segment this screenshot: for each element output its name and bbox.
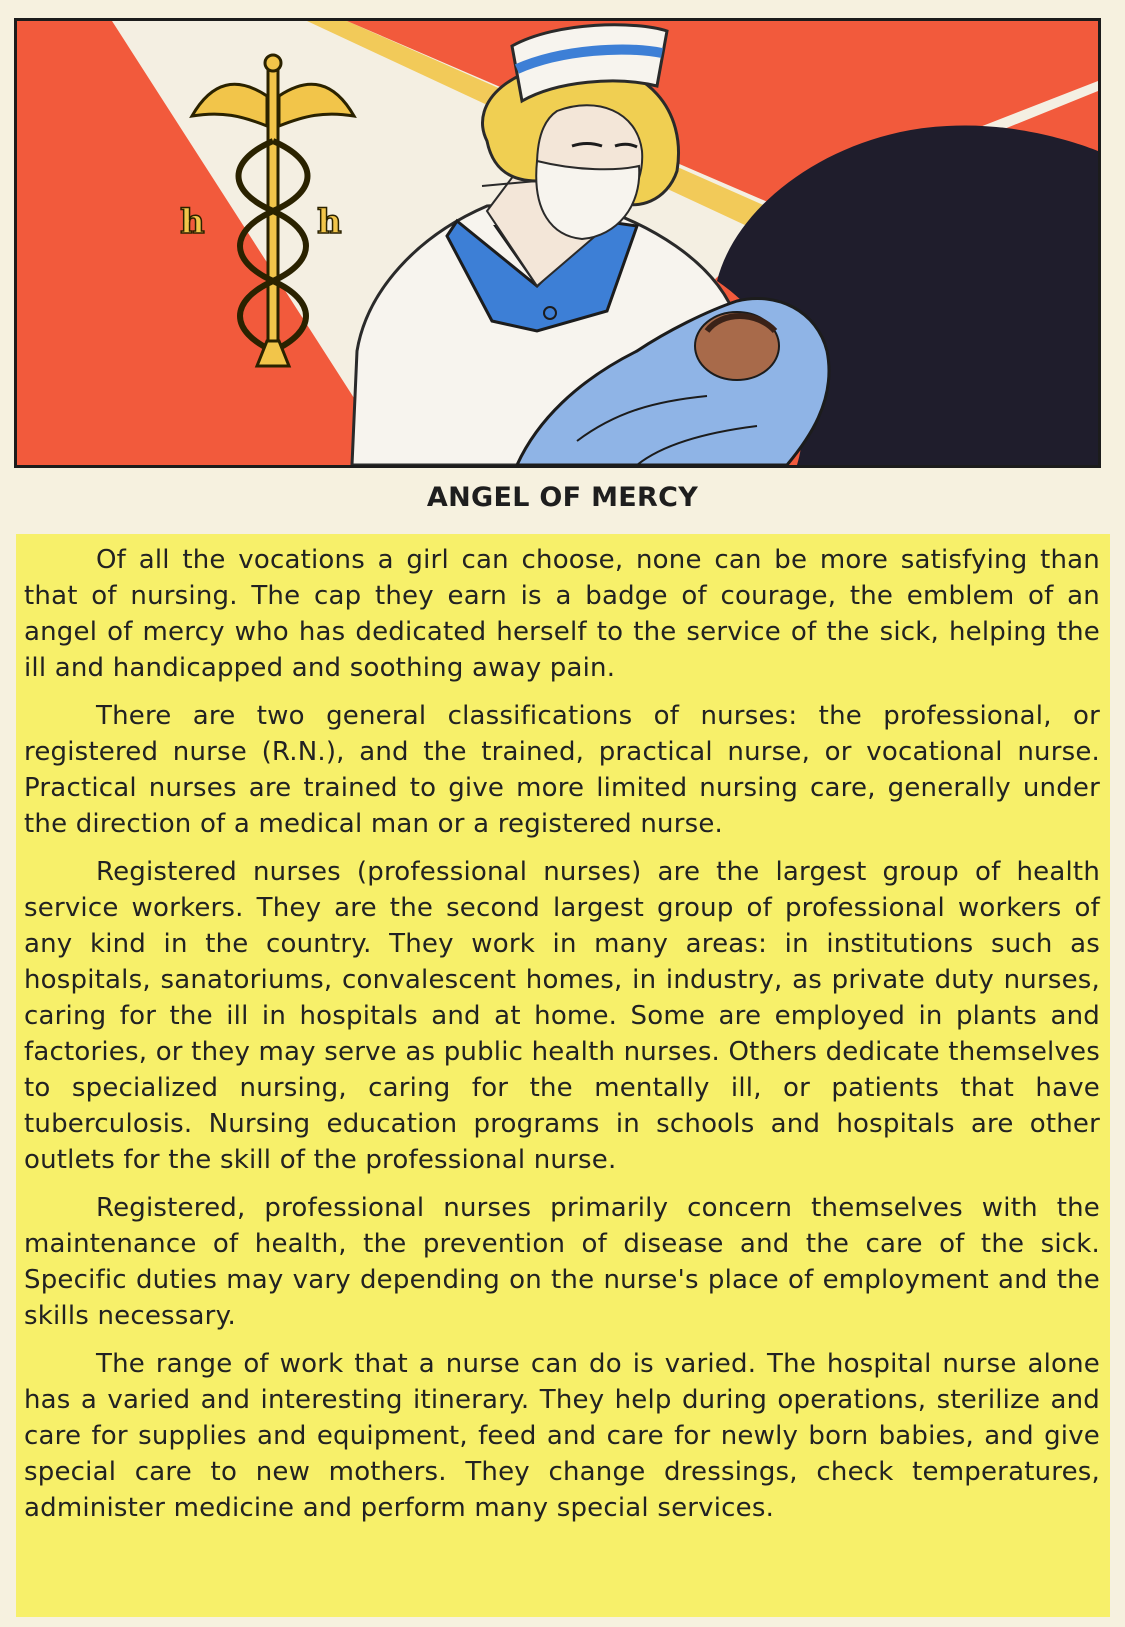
paragraph-3: Registered nurses (professional nurses) are the largest group of health service workers. They are the second largest group of professional workers of any kind in the country. They work in many areas: in institutions such as hospitals, sanatoriums, convalescent homes, in industry, as private duty nurses, caring for the ill in hospitals and at home. Some are employed in plants and factories, or they may serve as public health nurses. Others dedicate themselves to specialized nursing, caring for the mentally ill, or patients that have tuberculosis. Nursing education programs in schools and hospitals are other outlets for the skill of the professional nurse.	[24, 857, 1100, 1175]
nurse-illustration	[17, 21, 1098, 465]
illustration-panel	[14, 18, 1101, 468]
emblem-letter-right: h	[317, 202, 342, 242]
paragraph-4: Registered, professional nurses primarily concern themselves with the maintenance of health, the prevention of disease and the care of the sick. Specific duties may vary depending on the nurse's place of employment and the skills necessary.	[24, 1193, 1100, 1331]
article-title: ANGEL OF MERCY	[426, 482, 699, 513]
uniform-button	[544, 307, 556, 319]
paragraph-5: The range of work that a nurse can do is varied. The hospital nurse alone has a varied and interesting itinerary. They help during operations, sterilize and care for supplies and equipment, feed and care for newly born babies, and give special care to new mothers. They change dressings, check temperatures, administer medicine and perform many special services.	[24, 1349, 1100, 1523]
paragraph-2: There are two general classifications of nurses: the professional, or registered nurse (R.N.), and the trained, practical nurse, or vocational nurse. Practical nurses are trained to give more limited nursing care, generally under the direction of a medical man or a registered nurse.	[24, 701, 1100, 839]
paragraph-1: Of all the vocations a girl can choose, none can be more satisfying than that of nursing. The cap they earn is a badge of courage, the emblem of an angel of mercy who has dedicated herself to the service of the sick, helping the ill and handicapped and soothing away pain.	[24, 545, 1100, 683]
article-body	[16, 534, 1110, 1617]
emblem-letter-left: h	[180, 202, 205, 242]
